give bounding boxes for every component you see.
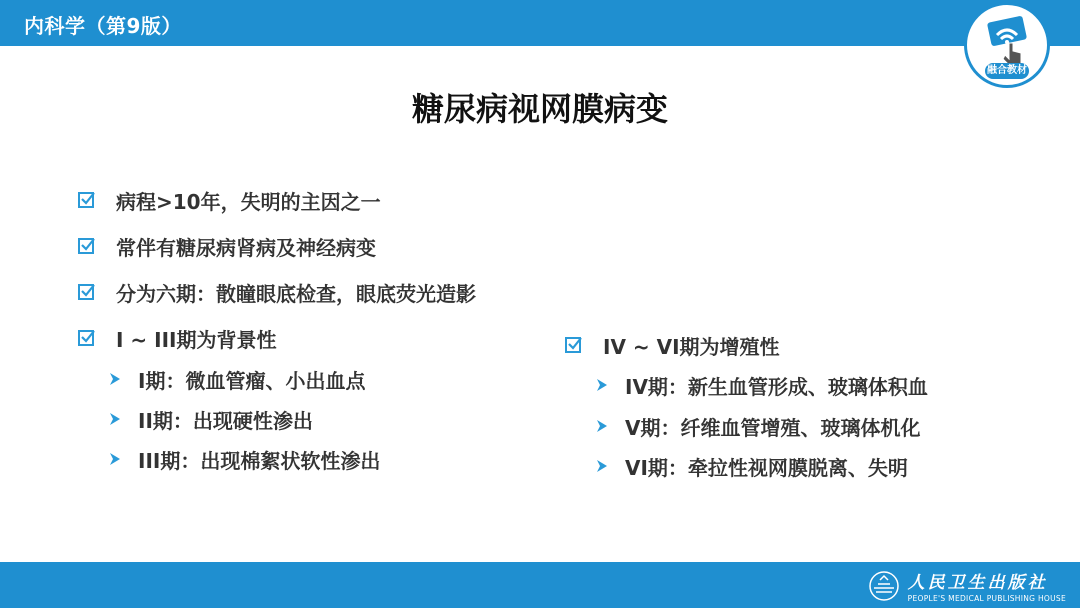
bullet-text: 病程>10年，失明的主因之一 — [116, 189, 381, 214]
arrow-bullet-icon — [108, 411, 122, 427]
checkbox-icon — [565, 337, 581, 353]
sub-bullet-stage-2 — [108, 404, 313, 434]
background-stage-heading — [78, 323, 276, 353]
arrow-bullet-icon — [108, 451, 122, 467]
proliferative-stage-heading — [565, 330, 780, 360]
bullet-text: 常伴有糖尿病肾病及神经病变 — [116, 235, 376, 260]
publisher-name-en: PEOPLE'S MEDICAL PUBLISHING HOUSE — [907, 594, 1066, 603]
sub-bullet-text: V期：纤维血管增殖、玻璃体机化 — [625, 415, 921, 440]
badge-label: 融合教材 — [987, 65, 1027, 76]
footer-bar — [0, 562, 1080, 608]
sub-bullet-text: IV期：新生血管形成、玻璃体积血 — [625, 374, 928, 399]
sub-bullet-stage-5 — [595, 411, 920, 441]
checkbox-icon — [78, 284, 94, 300]
checkbox-icon — [78, 330, 94, 346]
arrow-bullet-icon — [595, 377, 609, 393]
sub-bullet-text: I期：微血管瘤、小出血点 — [138, 368, 366, 393]
sub-bullet-text: II期：出现硬性渗出 — [138, 408, 313, 433]
checkbox-icon — [78, 192, 94, 208]
bullet-course — [78, 185, 381, 215]
sub-bullet-stage-3 — [108, 444, 380, 474]
fusion-textbook-badge[interactable] — [964, 2, 1050, 88]
publisher-name-cn: 人民卫生出版社 — [907, 573, 1048, 593]
arrow-bullet-icon — [595, 458, 609, 474]
sub-bullet-stage-4 — [595, 370, 928, 400]
slide-title: 糖尿病视网膜病变 — [411, 90, 668, 128]
sub-bullet-text: VI期：牵拉性视网膜脱离、失明 — [625, 455, 908, 480]
bullet-stages — [78, 277, 476, 307]
sub-bullet-stage-1 — [108, 364, 365, 394]
publisher-emblem-icon — [868, 570, 900, 602]
bullet-text: I ~ III期为背景性 — [116, 327, 277, 352]
publisher-logo — [868, 568, 1066, 603]
bullet-text: IV ~ VI期为增殖性 — [603, 334, 780, 359]
sub-bullet-text: III期：出现棉絮状软性渗出 — [138, 448, 381, 473]
sub-bullet-stage-6 — [595, 451, 908, 481]
arrow-bullet-icon — [595, 418, 609, 434]
bullet-text: 分为六期：散瞳眼底检查，眼底荧光造影 — [116, 281, 476, 306]
header-bar — [0, 0, 1080, 46]
arrow-bullet-icon — [108, 371, 122, 387]
bullet-complications — [78, 231, 376, 261]
book-title: 内科学（第9版） — [24, 14, 182, 38]
checkbox-icon — [78, 238, 94, 254]
